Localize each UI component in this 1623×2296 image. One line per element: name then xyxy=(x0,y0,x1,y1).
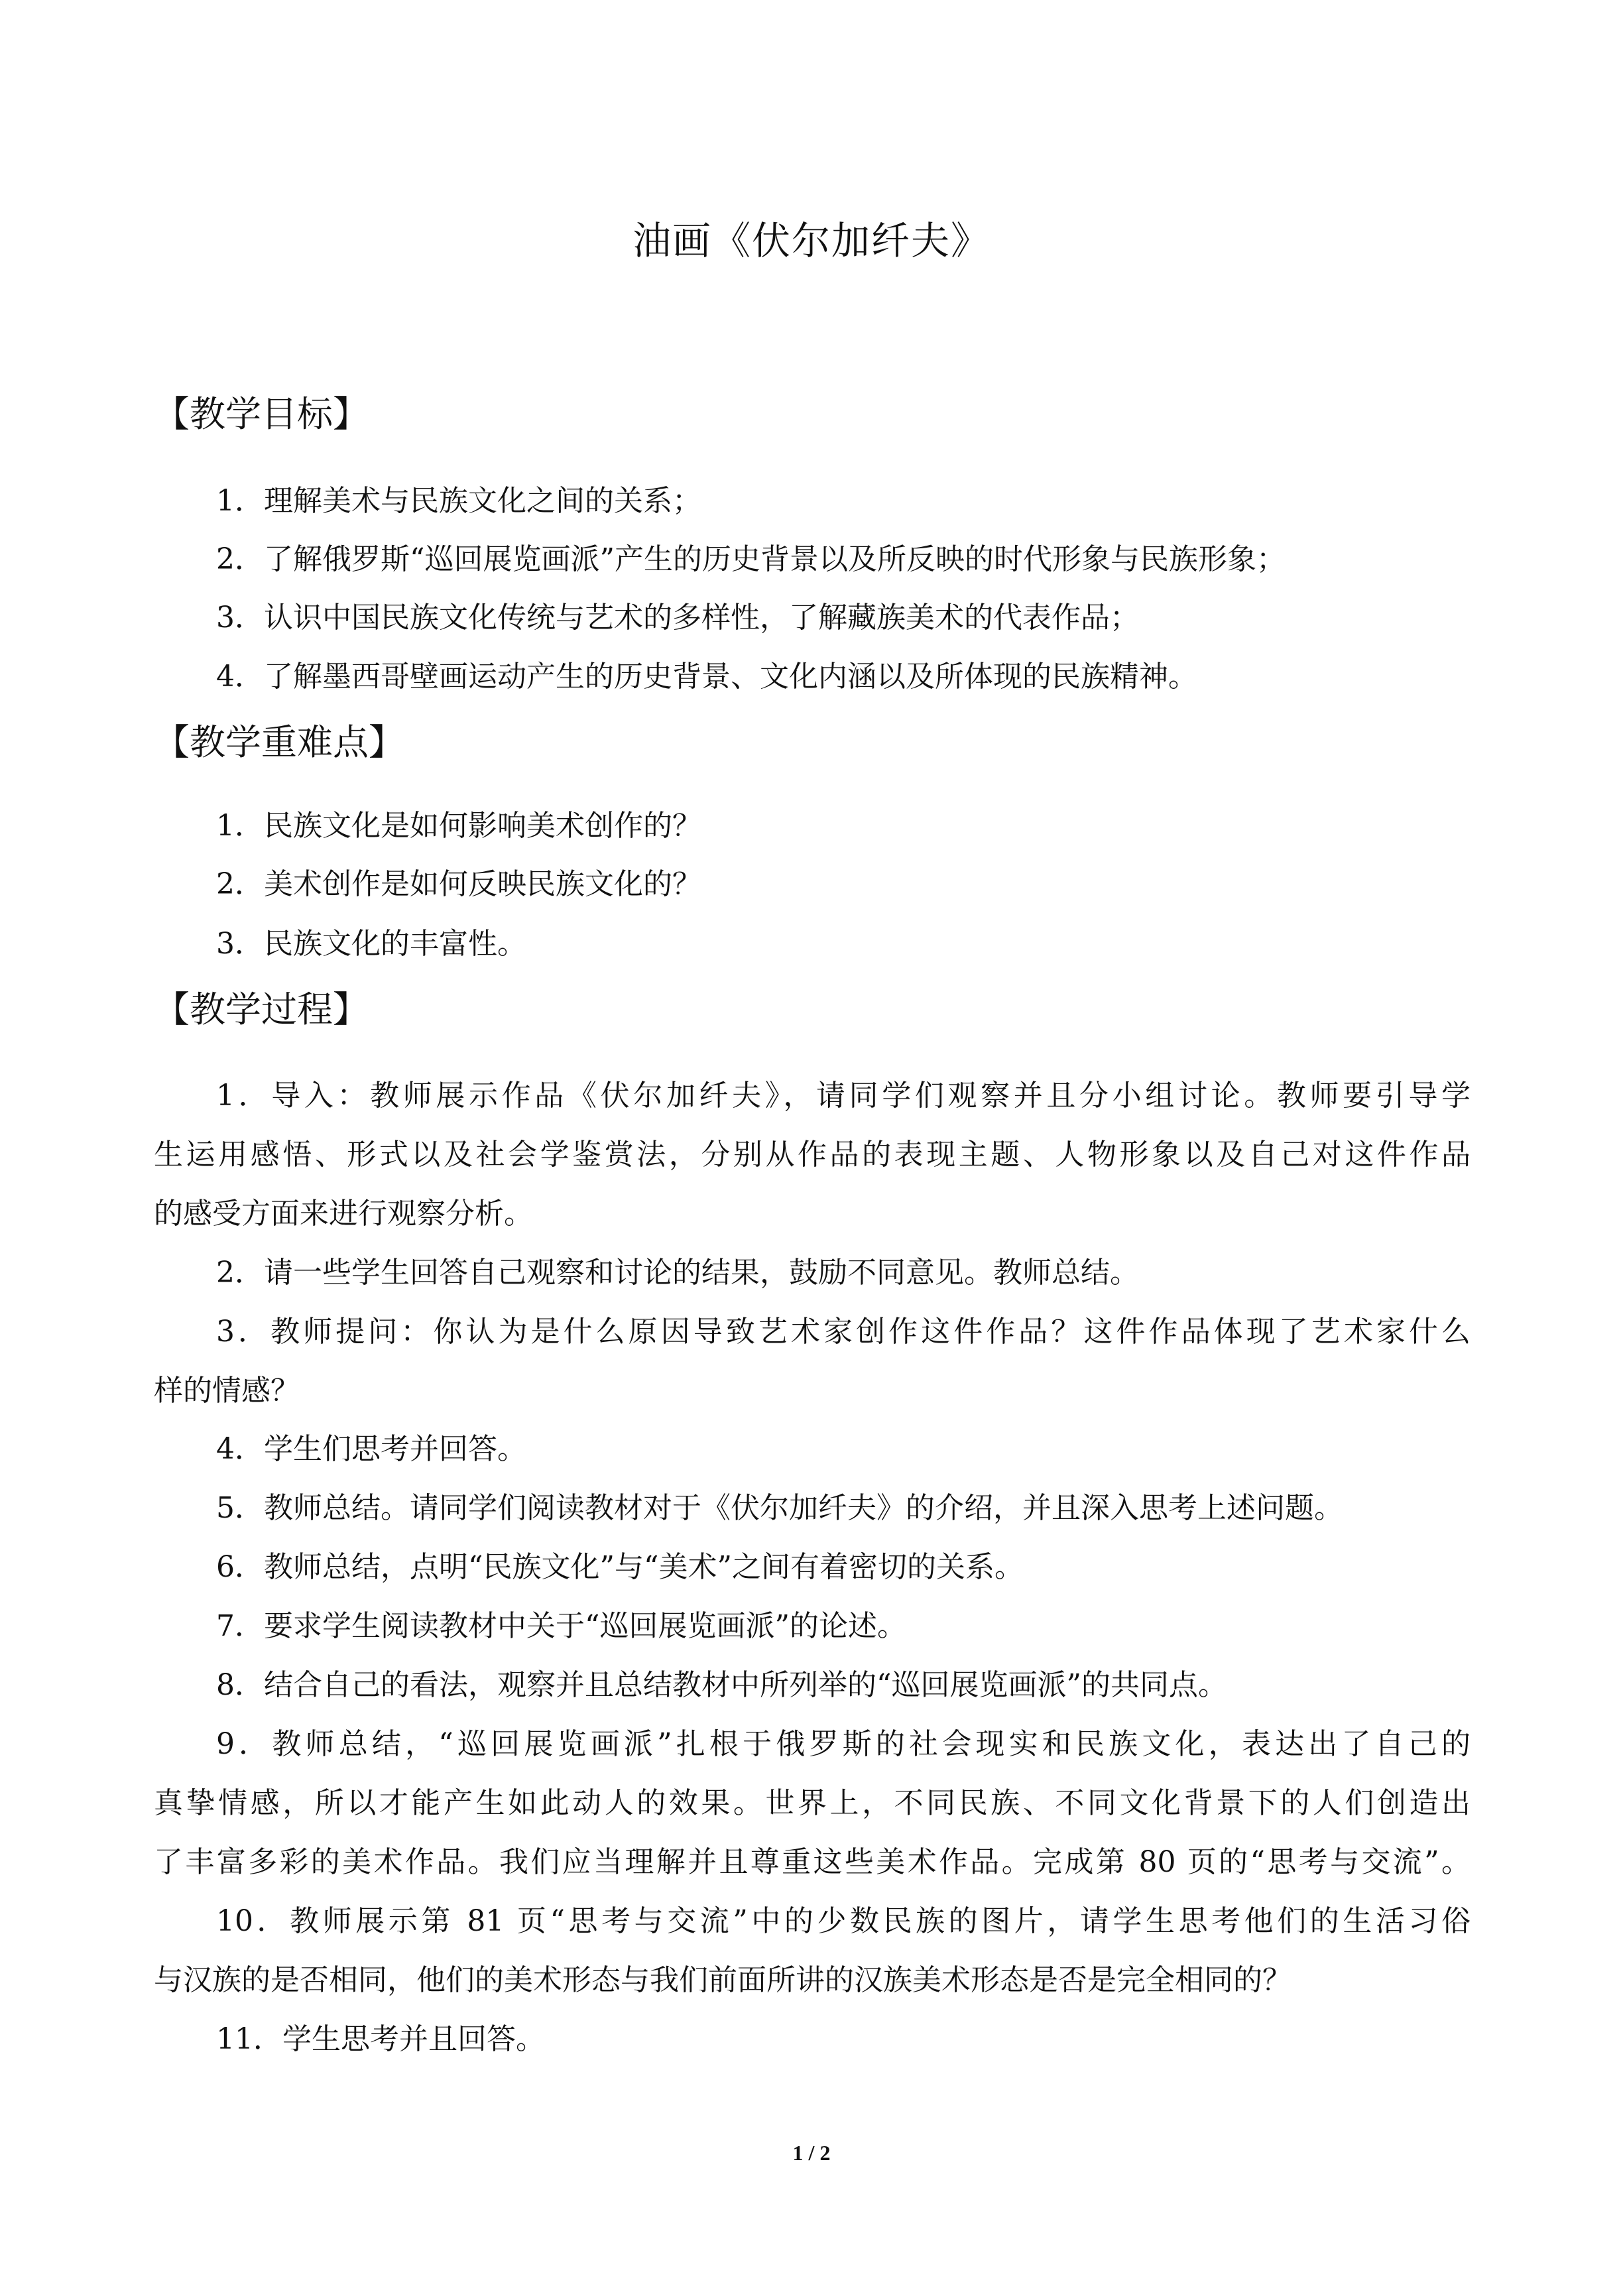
process-line: 1．导入：教师展示作品《伏尔加纤夫》，请同学们观察并且分小组讨论。教师要引导学 xyxy=(216,1079,1471,1113)
process-line: 的感受方面来进行观察分析。 xyxy=(154,1197,533,1231)
objective-item-1: 1．理解美术与民族文化之间的关系； xyxy=(216,484,701,518)
document-title: 油画《伏尔加纤夫》 xyxy=(632,218,991,263)
process-line: 与汉族的是否相同，他们的美术形态与我们前面所讲的汉族美术形态是否是完全相同的？ xyxy=(154,1963,1292,1997)
process-line: 6．教师总结，点明“民族文化”与“美术”之间有着密切的关系。 xyxy=(216,1550,1024,1584)
process-line: 5．教师总结。请同学们阅读教材对于《伏尔加纤夫》的介绍，并且深入思考上述问题。 xyxy=(216,1491,1343,1525)
key-point-item-2: 2．美术创作是如何反映民族文化的？ xyxy=(216,867,701,901)
process-line: 样的情感？ xyxy=(154,1374,300,1408)
process-line: 7．要求学生阅读教材中关于“巡回展览画派”的论述。 xyxy=(216,1609,906,1643)
section-heading-objectives: 【教学目标】 xyxy=(154,393,369,435)
objective-item-2: 2．了解俄罗斯“巡回展览画派”产生的历史背景以及所反映的时代形象与民族形象； xyxy=(216,542,1286,576)
section-heading-process: 【教学过程】 xyxy=(154,989,369,1030)
process-line: 生运用感悟、形式以及社会学鉴赏法，分别从作品的表现主题、人物形象以及自己对这件作品 xyxy=(154,1138,1471,1172)
key-point-item-3: 3．民族文化的丰富性。 xyxy=(216,927,526,961)
objective-item-4: 4．了解墨西哥壁画运动产生的历史背景、文化内涵以及所体现的民族精神。 xyxy=(216,660,1197,694)
section-heading-key-points: 【教学重难点】 xyxy=(154,721,404,763)
process-line: 9．教师总结，“巡回展览画派”扎根于俄罗斯的社会现实和民族文化，表达出了自己的 xyxy=(216,1727,1471,1761)
objective-item-3: 3．认识中国民族文化传统与艺术的多样性，了解藏族美术的代表作品； xyxy=(216,601,1139,634)
process-line: 10．教师展示第 81 页“思考与交流”中的少数民族的图片，请学生思考他们的生活习俗 xyxy=(216,1904,1471,1938)
process-line: 8．结合自己的看法，观察并且总结教材中所列举的“巡回展览画派”的共同点。 xyxy=(216,1668,1227,1702)
key-point-item-1: 1．民族文化是如何影响美术创作的？ xyxy=(216,809,701,843)
process-line: 2．请一些学生回答自己观察和讨论的结果，鼓励不同意见。教师总结。 xyxy=(216,1256,1139,1290)
process-line: 4．学生们思考并回答。 xyxy=(216,1432,526,1466)
process-line: 11．学生思考并且回答。 xyxy=(216,2022,545,2056)
page-number: 1 / 2 xyxy=(792,2141,831,2165)
process-line: 真挚情感，所以才能产生如此动人的效果。世界上，不同民族、不同文化背景下的人们创造出 xyxy=(154,1786,1471,1820)
process-line: 3．教师提问：你认为是什么原因导致艺术家创作这件作品？这件作品体现了艺术家什么 xyxy=(216,1315,1471,1349)
process-line: 了丰富多彩的美术作品。我们应当理解并且尊重这些美术作品。完成第 80 页的“思考与交流”。 xyxy=(154,1845,1471,1879)
